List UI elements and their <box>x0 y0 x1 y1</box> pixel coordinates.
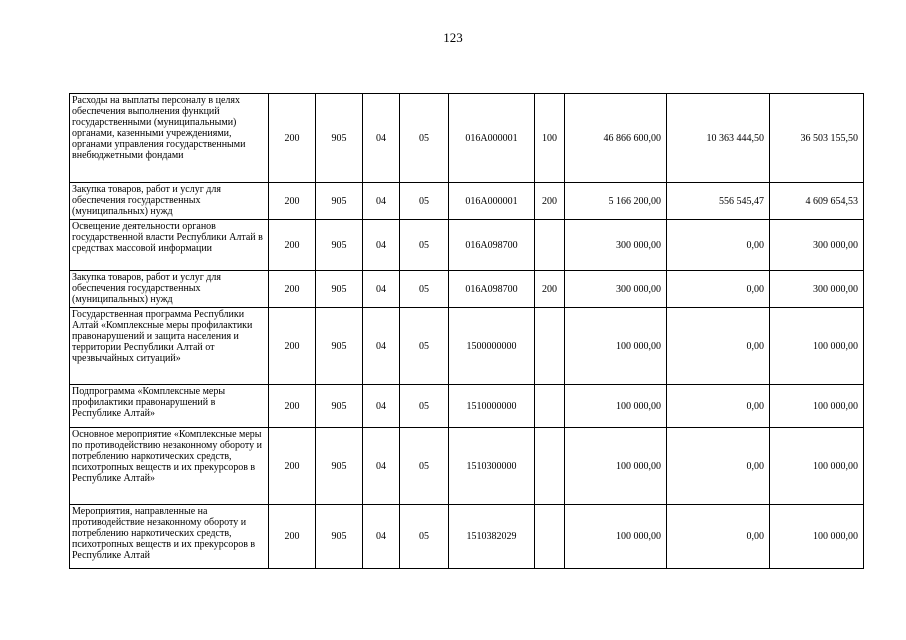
cell-type <box>535 505 565 569</box>
cell-v1: 5 166 200,00 <box>565 183 667 220</box>
table-row <box>70 183 864 220</box>
cell-code: 016A098700 <box>449 271 535 308</box>
row-name: Государственная программа Республики Алтай «Комплексные меры профилактики правонарушений и защита населения и территории Республики Алтай от чрезвычайных ситуаций» <box>70 308 269 385</box>
table-row <box>70 271 864 308</box>
cell-v3: 100 000,00 <box>770 308 864 385</box>
cell-type <box>535 220 565 271</box>
cell-code: 016A098700 <box>449 220 535 271</box>
cell-v3: 300 000,00 <box>770 271 864 308</box>
cell-col2: 905 <box>316 308 363 385</box>
table-row <box>70 385 864 428</box>
cell-v3: 100 000,00 <box>770 385 864 428</box>
cell-v2: 0,00 <box>667 428 770 505</box>
cell-v2: 0,00 <box>667 308 770 385</box>
cell-col1: 200 <box>269 308 316 385</box>
cell-v2: 0,00 <box>667 385 770 428</box>
table-body <box>70 94 864 569</box>
cell-col4: 05 <box>400 271 449 308</box>
cell-v3: 4 609 654,53 <box>770 183 864 220</box>
cell-v3: 36 503 155,50 <box>770 94 864 183</box>
cell-v1: 100 000,00 <box>565 385 667 428</box>
cell-col2: 905 <box>316 385 363 428</box>
cell-code: 1510300000 <box>449 428 535 505</box>
cell-code: 016A000001 <box>449 94 535 183</box>
row-name: Основное мероприятие «Комплексные меры по противодействию незаконному обороту и потреблению наркотических средств, психотропных веществ и их прекурсоров в Республике Алтай» <box>70 428 269 505</box>
cell-v2: 0,00 <box>667 220 770 271</box>
cell-v2: 0,00 <box>667 271 770 308</box>
table-row <box>70 428 864 505</box>
cell-col3: 04 <box>363 385 400 428</box>
cell-v1: 100 000,00 <box>565 505 667 569</box>
cell-type: 100 <box>535 94 565 183</box>
cell-col3: 04 <box>363 220 400 271</box>
cell-v2: 10 363 444,50 <box>667 94 770 183</box>
cell-type: 200 <box>535 183 565 220</box>
cell-col4: 05 <box>400 94 449 183</box>
budget-table <box>69 93 864 569</box>
cell-col1: 200 <box>269 220 316 271</box>
cell-code: 1510382029 <box>449 505 535 569</box>
cell-col1: 200 <box>269 183 316 220</box>
cell-col3: 04 <box>363 428 400 505</box>
cell-col3: 04 <box>363 308 400 385</box>
cell-v3: 100 000,00 <box>770 428 864 505</box>
cell-col4: 05 <box>400 220 449 271</box>
cell-type: 200 <box>535 271 565 308</box>
cell-col4: 05 <box>400 385 449 428</box>
cell-col1: 200 <box>269 505 316 569</box>
cell-type <box>535 428 565 505</box>
row-name: Подпрограмма «Комплексные меры профилактики правонарушений в Республике Алтай» <box>70 385 269 428</box>
cell-v3: 300 000,00 <box>770 220 864 271</box>
table-row <box>70 94 864 183</box>
table-row <box>70 220 864 271</box>
cell-code: 1510000000 <box>449 385 535 428</box>
cell-col4: 05 <box>400 505 449 569</box>
cell-col4: 05 <box>400 428 449 505</box>
cell-v1: 100 000,00 <box>565 308 667 385</box>
cell-col3: 04 <box>363 271 400 308</box>
cell-col2: 905 <box>316 428 363 505</box>
page-number: 123 <box>443 30 463 45</box>
cell-type <box>535 385 565 428</box>
row-name: Расходы на выплаты персоналу в целях обеспечения выполнения функций государственными (муниципальными) органами, казенными учреждениями, органами управления государственными внебюджетными фондами <box>70 94 269 183</box>
cell-v2: 556 545,47 <box>667 183 770 220</box>
cell-col1: 200 <box>269 271 316 308</box>
cell-col3: 04 <box>363 505 400 569</box>
row-name: Закупка товаров, работ и услуг для обеспечения государственных (муниципальных) нужд <box>70 271 269 308</box>
cell-code: 1500000000 <box>449 308 535 385</box>
row-name: Мероприятия, направленные на противодействие незаконному обороту и потреблению наркотических средств, психотропных веществ и их прекурсоров в Республике Алтай <box>70 505 269 569</box>
cell-type <box>535 308 565 385</box>
cell-v2: 0,00 <box>667 505 770 569</box>
cell-col2: 905 <box>316 94 363 183</box>
cell-col2: 905 <box>316 271 363 308</box>
table-row <box>70 505 864 569</box>
row-name: Закупка товаров, работ и услуг для обеспечения государственных (муниципальных) нужд <box>70 183 269 220</box>
cell-col4: 05 <box>400 183 449 220</box>
row-name: Освещение деятельности органов государственной власти Республики Алтай в средствах массовой информации <box>70 220 269 271</box>
cell-col4: 05 <box>400 308 449 385</box>
cell-col1: 200 <box>269 385 316 428</box>
cell-v1: 100 000,00 <box>565 428 667 505</box>
cell-col3: 04 <box>363 183 400 220</box>
cell-col1: 200 <box>269 428 316 505</box>
cell-col2: 905 <box>316 505 363 569</box>
cell-col3: 04 <box>363 94 400 183</box>
cell-v1: 46 866 600,00 <box>565 94 667 183</box>
cell-col2: 905 <box>316 220 363 271</box>
cell-v1: 300 000,00 <box>565 220 667 271</box>
table-row <box>70 308 864 385</box>
cell-col1: 200 <box>269 94 316 183</box>
cell-code: 016A000001 <box>449 183 535 220</box>
cell-v3: 100 000,00 <box>770 505 864 569</box>
cell-v1: 300 000,00 <box>565 271 667 308</box>
cell-col2: 905 <box>316 183 363 220</box>
